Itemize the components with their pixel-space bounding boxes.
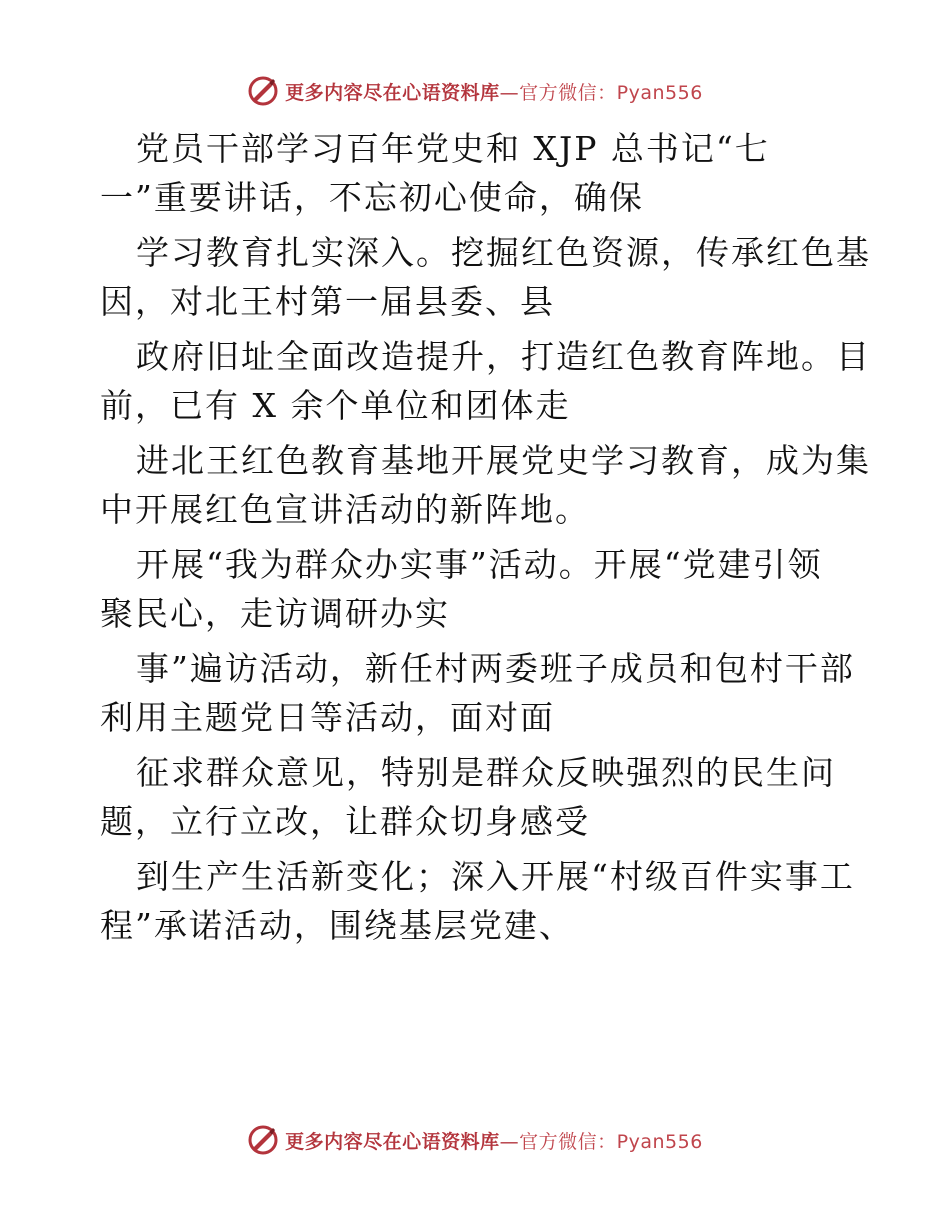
text-line: 征求群众意见，特别是群众反映强烈的民生问 [136,753,836,792]
text-line: 题，立行立改，让群众切身感受 [100,802,590,841]
text-line: 程”承诺活动，围绕基层党建、 [100,906,574,945]
text-line: 进北王红色教育基地开展党史学习教育，成为集 [136,441,871,480]
watermark-contact: 官方微信：Pyan556 [519,1130,703,1153]
text-line: 事”遍访活动，新任村两委班子成员和包村干部 [136,649,855,688]
text-line: 因，对北王村第一届县委、县 [100,282,555,321]
watermark-brand: 更多内容尽在心语资料库 [285,1130,500,1153]
watermark-contact: 官方微信：Pyan556 [519,81,703,104]
watermark-text [285,78,703,105]
header-watermark [0,71,950,111]
watermark-dash: — [499,1130,520,1153]
text-line: 学习教育扎实深入。挖掘红色资源，传承红色基 [136,233,871,272]
document-body [100,124,871,956]
watermark-text [285,1127,703,1154]
text-line: 中开展红色宣讲活动的新阵地。 [100,490,590,529]
text-line: 一”重要讲话，不忘初心使命，确保 [100,178,644,217]
text-line: 党员干部学习百年党史和 XJP 总书记“七 [136,129,770,168]
text-line: 前，已有 X 余个单位和团体走 [100,386,571,425]
watermark-brand: 更多内容尽在心语资料库 [285,81,500,104]
text-line: 利用主题党日等活动，面对面 [100,698,555,737]
pen-logo-icon [247,1124,279,1156]
text-line: 聚民心，走访调研办实 [100,594,450,633]
watermark-dash: — [499,81,520,104]
pen-logo-icon [247,75,279,107]
text-line: 政府旧址全面改造提升，打造红色教育阵地。目 [136,337,871,376]
footer-watermark [0,1120,950,1160]
text-line: 开展“我为群众办实事”活动。开展“党建引领 [136,545,823,584]
text-line: 到生产生活新变化；深入开展“村级百件实事工 [136,857,855,896]
